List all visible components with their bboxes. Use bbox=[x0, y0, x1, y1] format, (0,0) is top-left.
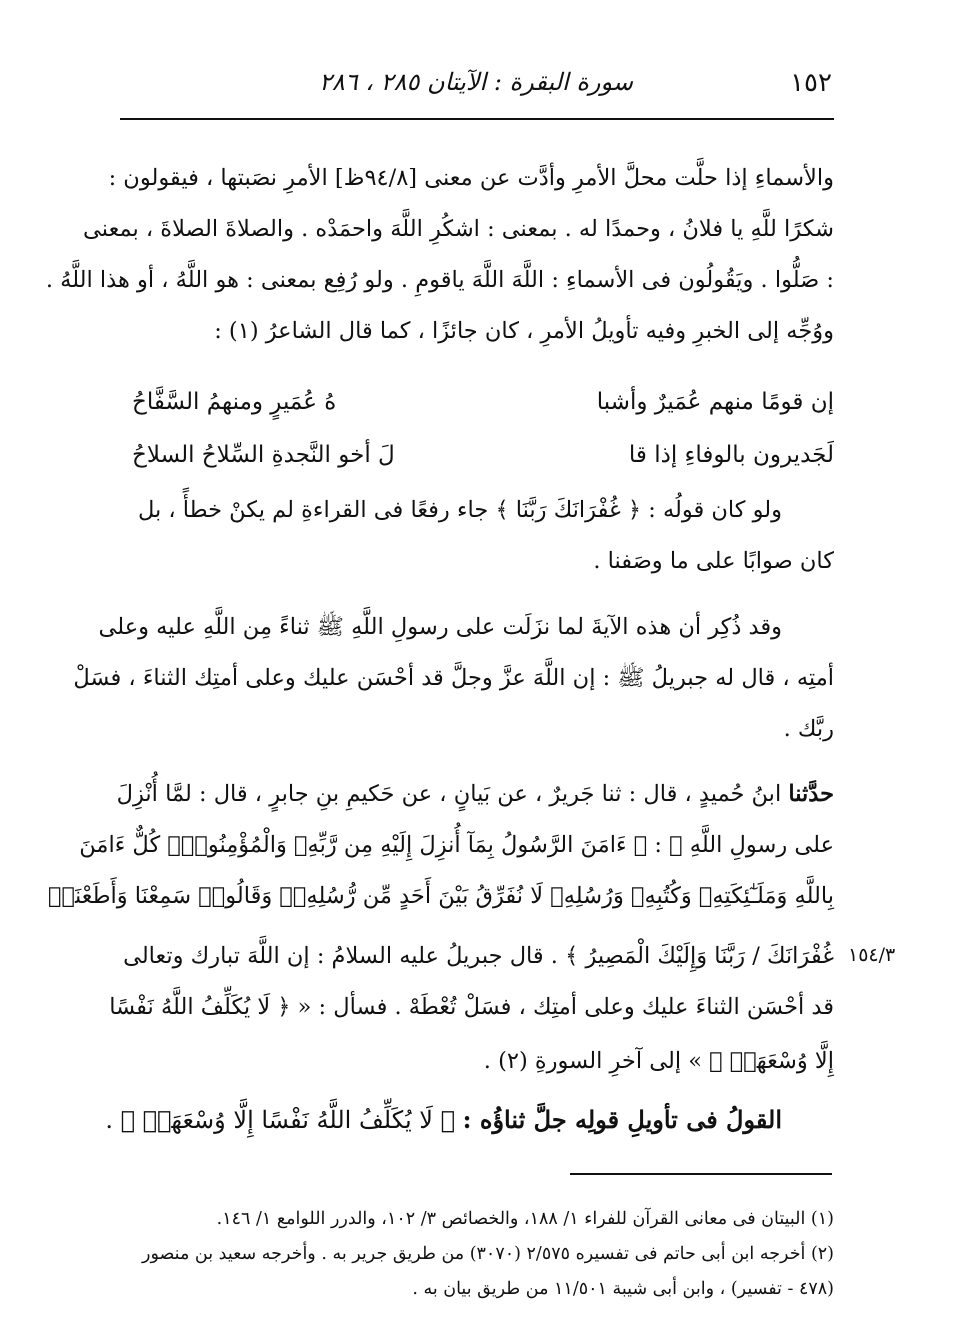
section-heading bbox=[105, 1104, 782, 1136]
text-line: أمتِه ، قال له جبريلُ ﷺ : إن اللَّهَ عزَّ وجلَّ قد أحْسَن عليك وعلى أمتِك الثناءَ ، فسَلْ bbox=[73, 665, 834, 691]
text-line: قد أحْسَن الثناءَ عليك وعلى أمتِك ، فسَلْ تُعْطَهْ . فسأل : « ﴿ لَا يُكَلِّفُ اللَّهُ نَفْسًا bbox=[109, 994, 834, 1020]
footnote: (٢) أخرجه ابن أبى حاتم فى تفسيره ٢/٥٧٥ (٣٠٧٠) من طريق جرير به . وأخرجه سعيد بن منصور bbox=[142, 1244, 834, 1264]
margin-volume-note: ١٥٤/٣ bbox=[848, 944, 896, 966]
text-line: والأسماءِ إذا حلَّت محلَّ الأمرِ وأدَّت عن معنى [٩٤/٨ظ] الأمرِ نصَبتها ، فيقولون : bbox=[108, 165, 834, 191]
text-line: غُفْرَانَكَ / رَبَّنَا وَإِلَيْكَ الْمَصِيرُ ﴾ . قال جبريلُ عليه السلامُ : إن اللَّهَ تبارك وتعالى bbox=[123, 943, 834, 969]
poem-first-hemistich: إن قومًا منهم عُمَيرٌ وأشبا bbox=[596, 389, 834, 415]
text-line: وقد ذُكِر أن هذه الآيةَ لما نزَلَت على رسولِ اللَّهِ ﷺ ثناءً مِن اللَّهِ عليه وعلى bbox=[98, 614, 782, 640]
poem-second-hemistich: هُ عُمَيرٍ ومنهمُ السَّفَّاحُ bbox=[132, 389, 337, 415]
footnote: (٤٧٨ - تفسير) ، وابن أبى شيبة ١١/٥٠١ من طريق بيان به . bbox=[412, 1279, 834, 1299]
section-heading-title: القولُ فى تأويلِ قولِه جلَّ ثناؤُه : bbox=[462, 1105, 782, 1134]
header-rule bbox=[120, 118, 834, 120]
text-line: كان صوابًا على ما وصَفنا . bbox=[593, 548, 834, 574]
text-line: ووُجِّه إلى الخبرِ وفيه تأويلُ الأمرِ ، كان جائزًا ، كما قال الشاعرُ (١) : bbox=[214, 318, 834, 344]
text-line: على رسولِ اللَّهِ ﷺ : ﴿ ءَامَنَ الرَّسُولُ بِمَآ أُنزِلَ إِلَيْهِ مِن رَّبِّهِۦ وَالْمُؤْمِنُونَۚ كُلٌّ ءَامَنَ bbox=[79, 832, 834, 858]
text-line: إِلَّا وُسْعَهَاۚ ﴾ » إلى آخرِ السورةِ (٢) . bbox=[483, 1048, 834, 1074]
text-line bbox=[116, 778, 834, 810]
running-title: سورة البقرة : الآيتان ٢٨٥ ، ٢٨٦ bbox=[318, 68, 634, 96]
hadith-lead: حدَّثنا bbox=[788, 781, 834, 807]
text-line: ولو كان قولُه : ﴿ غُفْرَانَكَ رَبَّنَا ﴾ جاء رفعًا فى القراءةِ لم يكنْ خطأً ، بل bbox=[137, 497, 782, 523]
page-header bbox=[120, 62, 832, 102]
poem-first-hemistich: لَجَديرون بالوفاءِ إذا قا bbox=[628, 442, 834, 468]
page-number: ١٥٢ bbox=[790, 68, 832, 98]
footnote: (١) البيتان فى معانى القرآن للفراء ١/ ١٨٨، والخصائص ٣/ ١٠٢، والدرر اللوامع ١/ ١٤٦. bbox=[216, 1209, 834, 1229]
hadith-text: ابنُ حُميدٍ ، قال : ثنا جَريرٌ ، عن بَيانٍ ، عن حَكيمِ بنِ جابرٍ ، قال : لمَّا أُنْزِلَ bbox=[116, 781, 782, 807]
text-line: ربَّك . bbox=[783, 716, 834, 742]
poem-second-hemistich: لَ أخو النَّجدةِ السِّلاحُ السلاحُ bbox=[132, 442, 395, 468]
text-line: شكرًا للَّهِ يا فلانُ ، وحمدًا له . بمعنى : اشكُرِ اللَّهَ واحمَدْه . والصلاةَ الصلاةَ ، بمعنى bbox=[83, 216, 834, 242]
text-line: بِاللَّهِ وَمَلَـٰٓئِكَتِهِۦ وَكُتُبِهِۦ وَرُسُلِهِۦ لَا نُفَرِّقُ بَيْنَ أَحَدٍ مِّن رُّسُلِهِۦۚ وَقَالُوا۟ سَمِعْنَا وَأَطَعْنَاۖ bbox=[47, 883, 834, 909]
section-heading-verse: ﴿ لَا يُكَلِّفُ اللَّهُ نَفْسًا إِلَّا وُسْعَهَاۚ ﴾ . bbox=[105, 1106, 456, 1134]
text-line: : صَلُّوا . ويَقُولُون فى الأسماءِ : اللَّهَ اللَّهَ ياقومِ . ولو رُفِع بمعنى : هو اللَّهُ ، أو هذا اللَّهُ . bbox=[45, 267, 834, 293]
footnote-rule bbox=[570, 1173, 832, 1175]
